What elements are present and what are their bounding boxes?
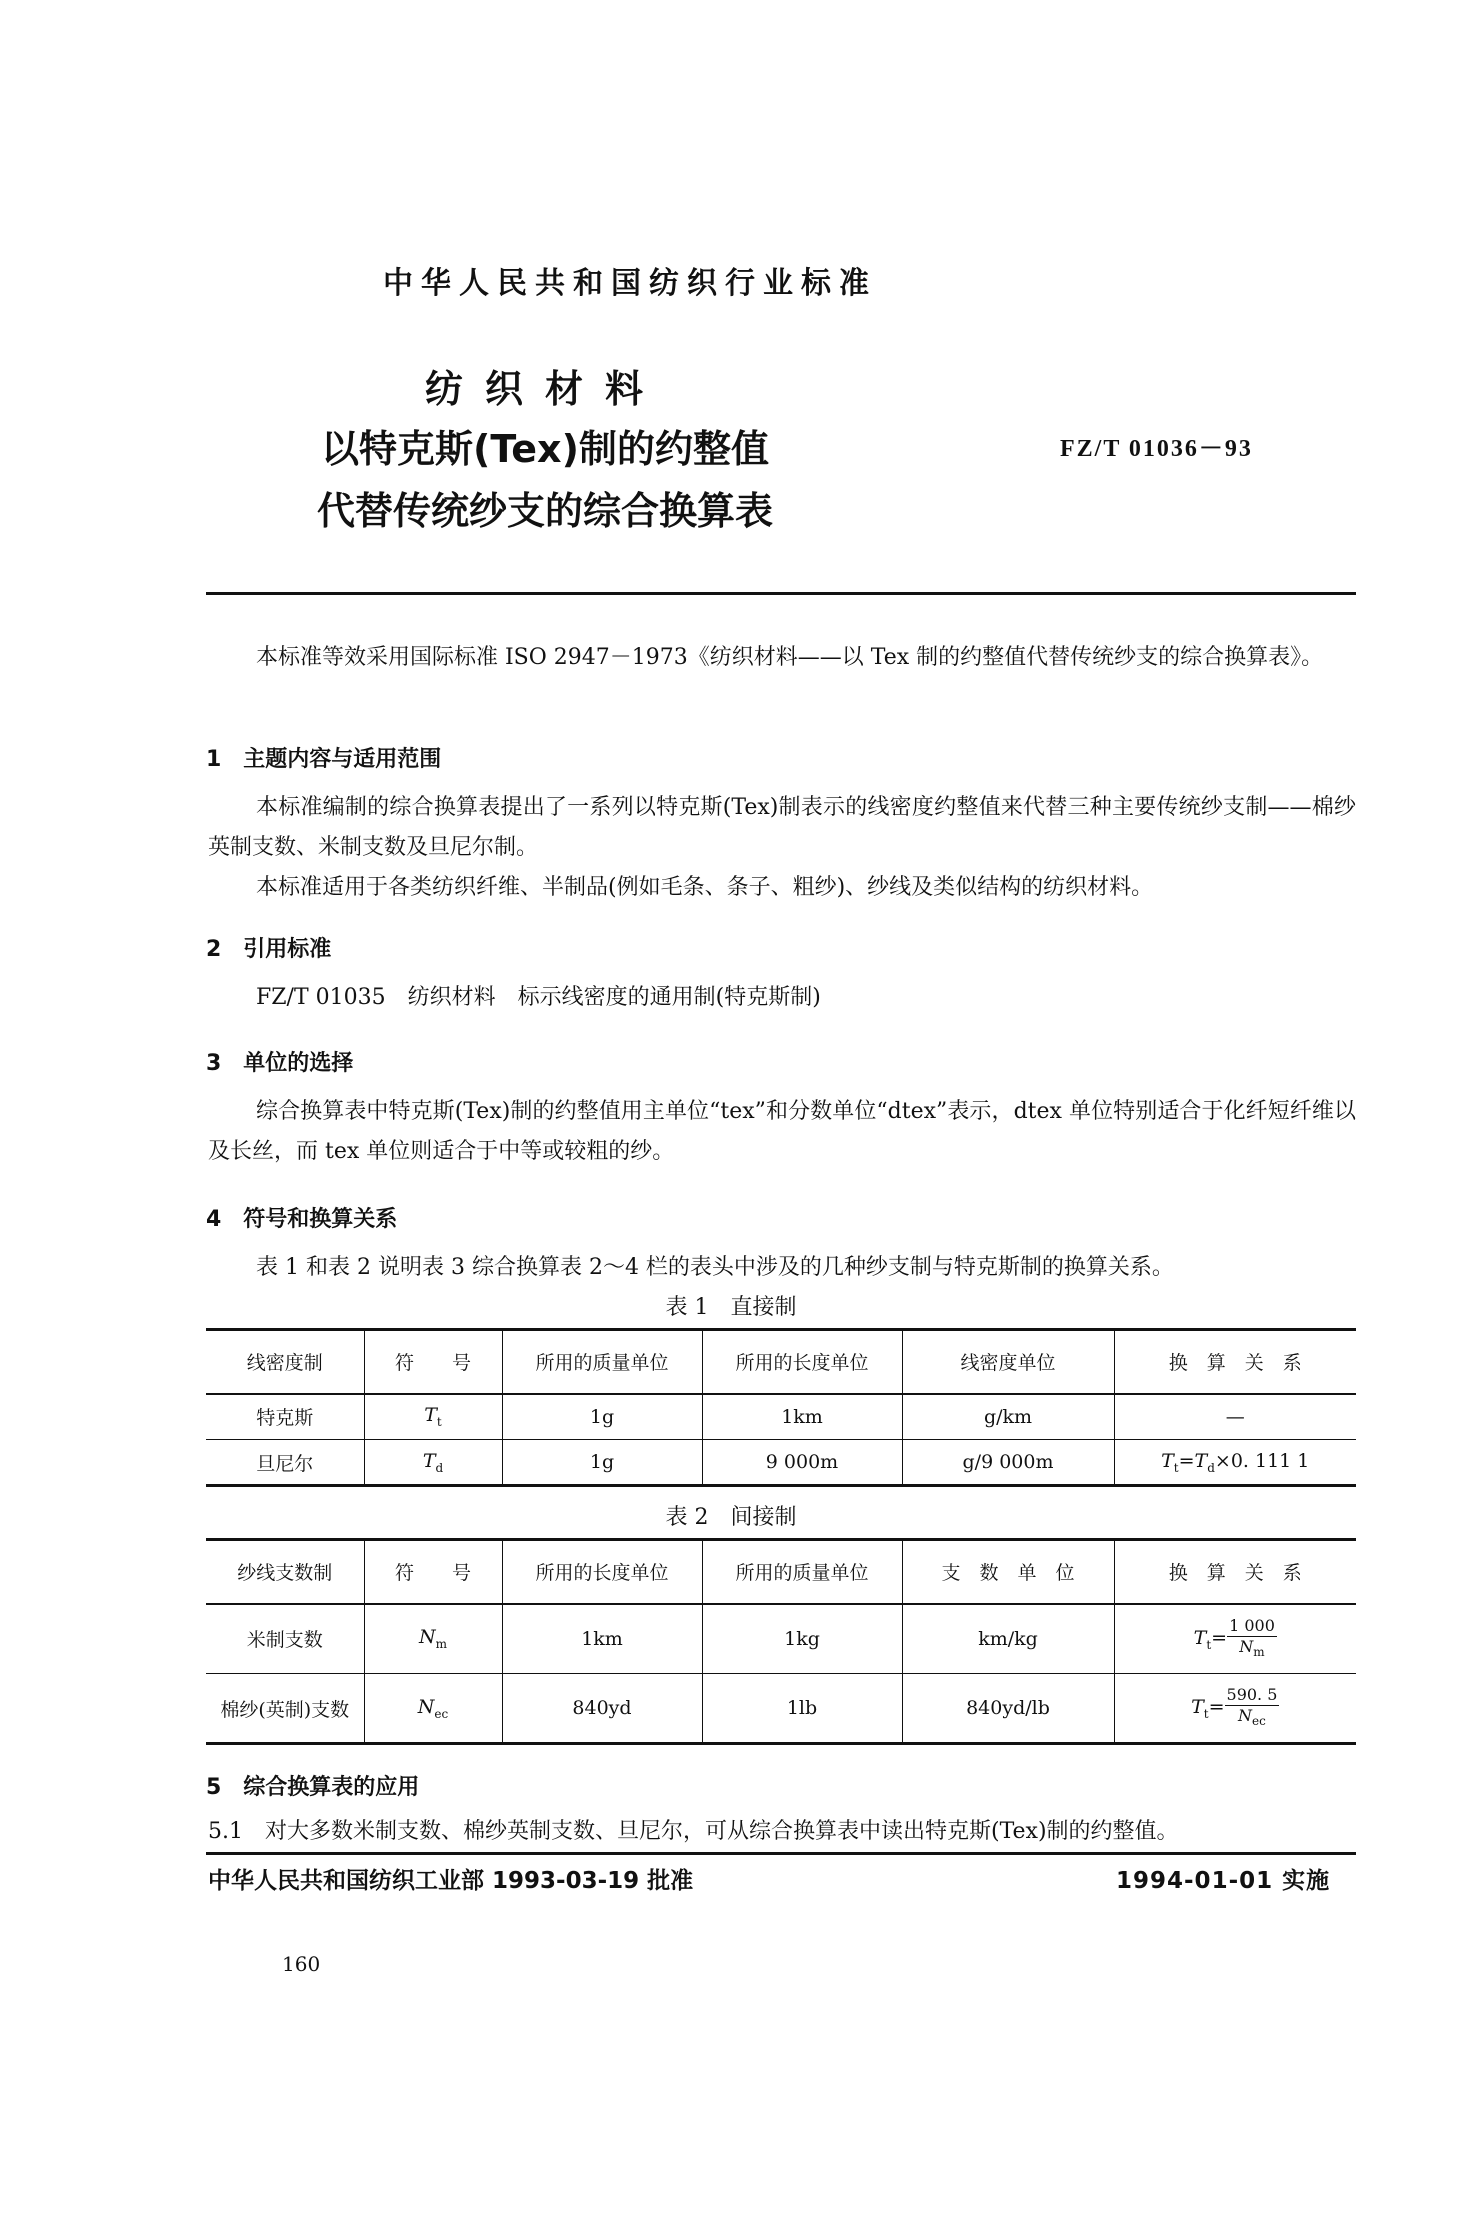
symbol: T [422,1449,436,1472]
page-number: 160 [282,1952,321,1976]
title-line-2: 以特克斯(Tex)制的约整值 [321,427,769,471]
table-1-header-row [206,1330,1356,1394]
table-cell: 1km [502,1604,702,1674]
section-2-paragraph: FZ/T 01035 纺织材料 标示线密度的通用制(特克斯制) [256,985,821,1010]
table-2 [206,1538,1356,1745]
effective-date: 1994-01-01 实施 [1116,1868,1331,1894]
table-cell: 米制支数 [206,1604,364,1674]
symbol: N [418,1626,436,1649]
table-cell: 棉纱(英制)支数 [206,1674,364,1744]
table-1-header-cell: 换 算 关 系 [1114,1330,1356,1394]
section-4-heading: 4 符号和换算关系 [206,1207,398,1232]
table-cell-symbol [364,1440,502,1486]
formula-symbol: T [1161,1449,1174,1472]
table-2-caption: 表 2 间接制 [665,1505,797,1530]
table-2-header-cell: 符 号 [364,1540,502,1604]
formula-symbol: N [1238,1705,1253,1725]
section-5-heading: 5 综合换算表的应用 [206,1775,420,1800]
table-cell-symbol [364,1394,502,1440]
table-cell: km/kg [902,1604,1114,1674]
formula-symbol: N [1239,1636,1254,1656]
table-cell: 1g [502,1440,702,1486]
table-2-header-cell: 换 算 关 系 [1114,1540,1356,1604]
table-cell: 840yd [502,1674,702,1744]
formula-subscript: t [1173,1460,1179,1475]
formula-subscript: m [1253,1644,1265,1659]
formula-subscript: d [1207,1460,1215,1475]
formula-subscript: t [1203,1706,1209,1721]
table-cell: 1km [702,1394,902,1440]
table-cell-symbol [364,1674,502,1744]
section-1-paragraph-2: 本标准适用于各类纺织纤维、半制品(例如毛条、条子、粗纱)、纱线及类似结构的纺织材料。 [256,875,1154,900]
table-row [206,1604,1356,1674]
symbol-subscript: ec [434,1706,449,1721]
symbol-subscript: m [435,1637,447,1652]
table-2-header-cell: 所用的质量单位 [702,1540,902,1604]
table-cell: 1g [502,1394,702,1440]
table-cell: 旦尼尔 [206,1440,364,1486]
title-line-3: 代替传统纱支的综合换算表 [316,489,773,533]
table-1-header-cell: 所用的质量单位 [502,1330,702,1394]
formula-symbol: T [1194,1449,1208,1472]
table-cell: g/km [902,1394,1114,1440]
table-cell-relation: $T_t=$ $\frac{1 000}{N_m}$ [1114,1604,1356,1674]
table-2-header-cell: 纱线支数制 [206,1540,364,1604]
standard-organization: 中华人民共和国纺织行业标准 [383,266,877,301]
footer-divider [206,1852,1356,1855]
table-cell: 1kg [702,1604,902,1674]
formula-factor: ×0. 111 1 [1214,1449,1310,1472]
fraction-numerator: 590. 5 [1226,1684,1278,1704]
section-3-heading: 3 单位的选择 [206,1051,354,1076]
table-1-header-cell: 符 号 [364,1330,502,1394]
table-2-header-row [206,1540,1356,1604]
intro-paragraph: 本标准等效采用国际标准 ISO 2947－1973《纺织材料——以 Tex 制的约整值代替传统纱支的综合换算表》。 [256,645,1324,670]
fraction-denominator [1225,1706,1280,1731]
formula-subscript: t [1206,1637,1212,1652]
symbol-subscript: t [436,1415,442,1430]
table-row [206,1440,1356,1486]
header-divider [206,592,1356,595]
fraction-denominator [1227,1637,1277,1662]
table-cell: 840yd/lb [902,1674,1114,1744]
table-2-header-cell: 所用的长度单位 [502,1540,702,1604]
section-2-heading: 2 引用标准 [206,937,332,962]
table-row [206,1394,1356,1440]
symbol-subscript: d [435,1460,444,1475]
table-cell-relation: $T_t=$ $\frac{590. 5}{N_{ec}}$ [1114,1674,1356,1744]
table-cell: g/9 000m [902,1440,1114,1486]
table-row [206,1674,1356,1744]
fraction [1227,1616,1277,1662]
section-5-1-paragraph: 5.1 对大多数米制支数、棉纱英制支数、旦尼尔，可从综合换算表中读出特克斯(Tex)制的约整值。 [208,1819,1179,1844]
table-cell-symbol [364,1604,502,1674]
section-4-paragraph: 表 1 和表 2 说明表 3 综合换算表 2～4 栏的表头中涉及的几种纱支制与特克斯制的换算关系。 [256,1255,1174,1280]
section-1-paragraph-1: 本标准编制的综合换算表提出了一系列以特克斯(Tex)制表示的线密度约整值来代替三种主要传统纱支制——棉纱英制支数、米制支数及旦尼尔制。 [208,795,1356,860]
section-3-paragraph: 综合换算表中特克斯(Tex)制的约整值用主单位“tex”和分数单位“dtex”表示，dtex 单位特别适合于化纤短纤维以及长丝，而 tex 单位则适合于中等或较粗的纱。 [208,1099,1356,1164]
table-1 [206,1328,1356,1487]
table-cell: 9 000m [702,1440,902,1486]
table-cell: 特克斯 [206,1394,364,1440]
table-1-header-cell: 线密度制 [206,1330,364,1394]
title-line-1: 纺织材料 [424,367,665,411]
table-1-header-cell: 所用的长度单位 [702,1330,902,1394]
symbol: T [424,1404,437,1427]
table-1-header-cell: 线密度单位 [902,1330,1114,1394]
formula-symbol: T [1191,1696,1204,1718]
table-cell: — [1114,1394,1356,1440]
fraction [1225,1685,1280,1731]
table-2-header-cell: 支 数 单 位 [902,1540,1114,1604]
approval-line: 中华人民共和国纺织工业部 1993-03-19 批准 [208,1868,694,1894]
table-cell-relation: $T_t=T_d\times 0$. 111 1 [1114,1440,1356,1486]
table-1-caption: 表 1 直接制 [665,1295,797,1320]
formula-subscript: ec [1252,1714,1266,1729]
section-1-heading: 1 主题内容与适用范围 [206,747,442,772]
formula-symbol: T [1193,1626,1207,1649]
table-cell: 1lb [702,1674,902,1744]
fraction-numerator: 1 000 [1229,1615,1275,1635]
symbol: N [417,1695,435,1718]
standard-code: FZ/T 01036－93 [1060,436,1253,462]
